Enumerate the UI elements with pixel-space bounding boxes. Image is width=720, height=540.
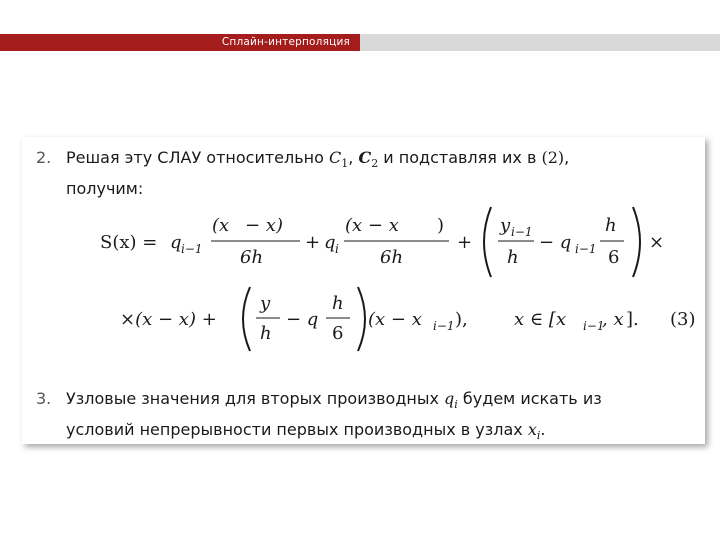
eq-paren-right-2 bbox=[358, 287, 365, 351]
eq-frac1-num: (x bbox=[212, 215, 230, 236]
item-line-2: условий непрерывности первых производных в узлах $x_i$. bbox=[66, 420, 546, 443]
svg-text:− q: − q bbox=[539, 232, 572, 253]
svg-text:(x − x: (x − x bbox=[368, 309, 422, 330]
eq-q-i: q bbox=[324, 232, 336, 253]
svg-text:i−1: i−1 bbox=[433, 319, 455, 333]
svg-text:].: ]. bbox=[626, 309, 639, 330]
svg-text:×: × bbox=[649, 232, 665, 253]
svg-text:+: + bbox=[457, 232, 473, 253]
item-number: 2. bbox=[36, 148, 52, 167]
svg-text:×(x: ×(x bbox=[120, 309, 153, 330]
svg-text:x ∈ [x: x ∈ [x bbox=[514, 309, 567, 330]
item-line-1: Решая эту СЛАУ относительно $C_1$, $C_2$ и подставляя их в (2), bbox=[66, 148, 570, 171]
item-line-1: Узловые значения для вторых производных $q_i$ будем искать из bbox=[66, 389, 602, 412]
eq-paren-right-1 bbox=[633, 207, 640, 277]
item-text bbox=[66, 386, 602, 448]
item-line-2: получим: bbox=[66, 179, 144, 199]
eq-frac2-num: (x − x bbox=[345, 215, 399, 236]
eq-lhs: S(x) = bbox=[100, 232, 158, 253]
svg-text:− q: − q bbox=[286, 309, 319, 330]
svg-text:h: h bbox=[332, 293, 344, 314]
eq-frac2-den: 6h bbox=[380, 247, 404, 268]
svg-text:− x) +: − x) + bbox=[158, 309, 217, 330]
svg-text:): ) bbox=[437, 215, 445, 236]
eq-q-im1: q bbox=[170, 232, 182, 253]
content-card bbox=[22, 137, 705, 444]
svg-text:i−1: i−1 bbox=[583, 319, 605, 333]
svg-text:− x): − x) bbox=[245, 215, 283, 236]
svg-text:i−1: i−1 bbox=[511, 225, 533, 239]
svg-text:+: + bbox=[305, 232, 321, 253]
svg-text:i−1: i−1 bbox=[181, 242, 203, 256]
svg-text:i−1: i−1 bbox=[575, 242, 597, 256]
slide-title: Сплайн-интерполяция bbox=[221, 36, 350, 48]
svg-text:y: y bbox=[500, 215, 511, 236]
svg-text:6: 6 bbox=[332, 323, 344, 344]
svg-text:6: 6 bbox=[608, 247, 620, 268]
eq-number: (3) bbox=[670, 309, 696, 330]
svg-text:, x: , x bbox=[602, 309, 624, 330]
item-number: 3. bbox=[36, 389, 52, 408]
header-gray-right bbox=[360, 34, 720, 51]
eq-paren-left-1 bbox=[484, 207, 491, 277]
svg-text:),: ), bbox=[455, 309, 468, 330]
svg-text:y: y bbox=[260, 293, 271, 314]
svg-text:h: h bbox=[605, 215, 617, 236]
svg-text:h: h bbox=[507, 247, 519, 268]
eq-paren-left-2 bbox=[243, 287, 250, 351]
header-bar bbox=[0, 34, 720, 51]
eq-frac1-den: 6h bbox=[240, 247, 264, 268]
svg-text:h: h bbox=[260, 323, 272, 344]
svg-text:i: i bbox=[335, 242, 339, 256]
